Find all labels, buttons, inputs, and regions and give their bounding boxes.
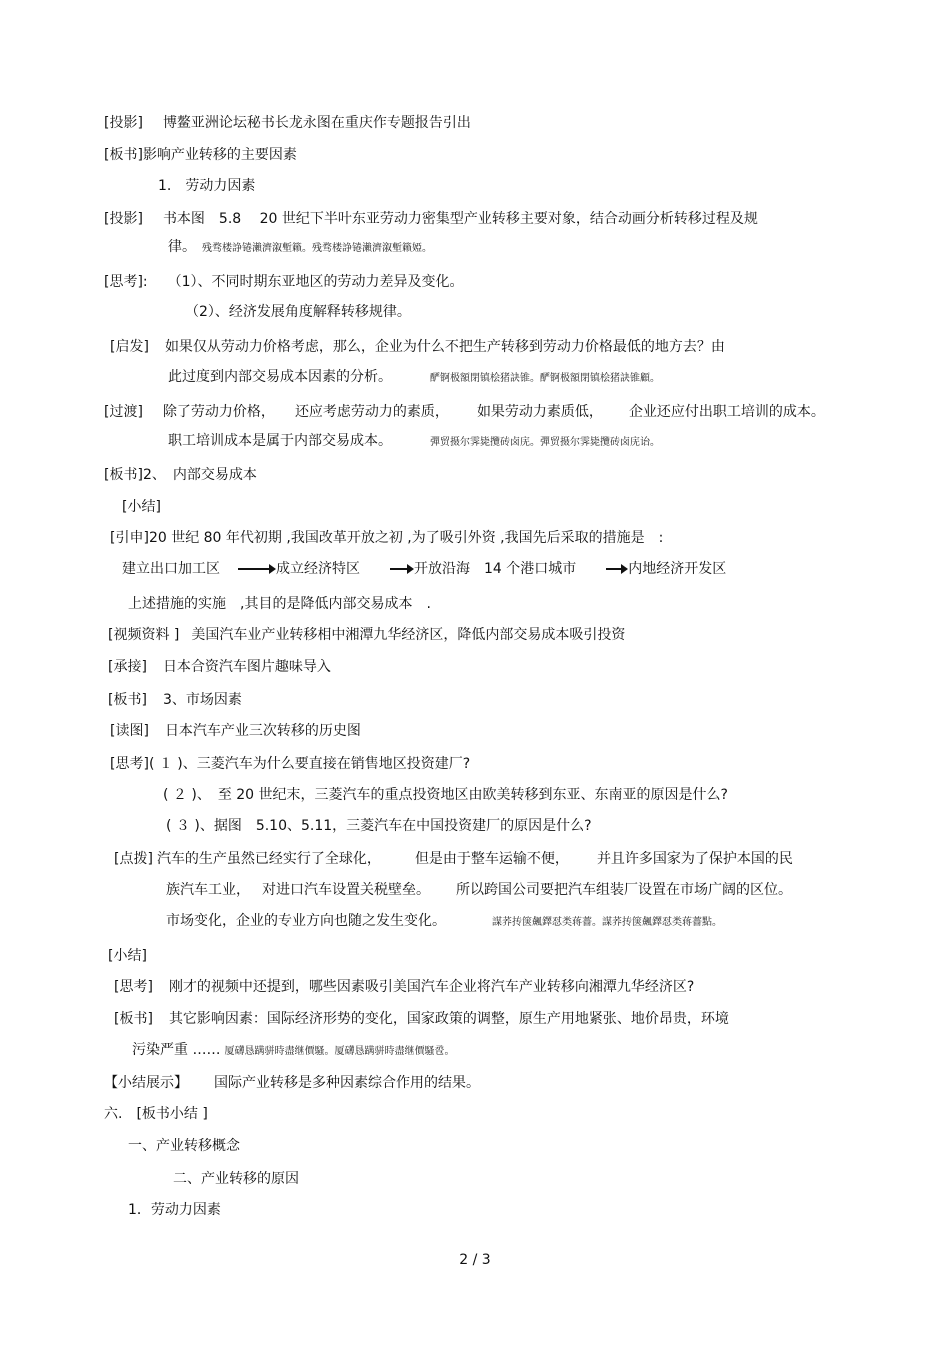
arrow-right-icon (390, 568, 412, 570)
line-connect (108, 657, 331, 677)
line-board-2 (104, 465, 257, 485)
line-text: 书本图 5.8 20 世纪下半叶东亚劳动力密集型产业转移主要对象，结合动画分析转移过程及规 (162, 211, 758, 227)
line-outline-3 (128, 1200, 221, 1220)
tag: [投影] (104, 211, 143, 227)
line-board-4 (114, 1009, 729, 1029)
line-transition (104, 402, 825, 422)
tag: [思考] (114, 979, 153, 995)
line-text: 美国汽车业产业转移相中湘潭九华经济区，降低内部交易成本吸引投资 (191, 627, 626, 643)
line-board-4-cont (132, 1040, 454, 1060)
line-summary-display (104, 1073, 480, 1093)
line-text: 一、产业转移概念 (128, 1138, 240, 1154)
line-think-4 (163, 785, 728, 805)
line-text: 对进口汽车设置关税壁垒。 (262, 882, 430, 898)
arrow-right-icon (238, 568, 274, 570)
line-guide (114, 849, 793, 869)
small-text: 謀荞抟箧飆鐸怼类蒋薔。謀荞抟箧飆鐸怼类蒋薔點。 (492, 917, 722, 928)
line-text: 影响产业转移的主要因素 (142, 147, 297, 163)
line-text: 汽车的生产虽然已经实行了全球化， (156, 851, 381, 867)
line-text: 此过度到内部交易成本因素的分析。 (168, 369, 392, 385)
line-text: 3、市场因素 (162, 692, 242, 708)
tag: [思考]: (104, 274, 148, 290)
line-board-3 (108, 690, 242, 710)
line-text: ( ２ )、 至 20 世纪末，三菱汽车的重点投资地区由欧美转移到东亚、东南亚的原因是什么? (163, 787, 728, 803)
line-text: 污染严重 …… (132, 1042, 221, 1058)
line-text: [小结] (108, 948, 147, 964)
tag: [视频资料 ] (108, 627, 180, 643)
line-text: 职工培训成本是属于内部交易成本。 (168, 433, 392, 449)
tag: [板书] (104, 467, 143, 483)
small-text: 厦礴恳蹒骈時盡继價騷。厦礴恳蹒骈時盡继價騷卺。 (224, 1046, 455, 1057)
line-outline-2 (173, 1169, 299, 1189)
line-text: （1）、不同时期东亚地区的劳动力差异及变化。 (167, 274, 464, 290)
line-projection-2 (104, 209, 758, 229)
line-outline-1 (128, 1136, 240, 1156)
line-summary-2 (108, 946, 147, 966)
line-text: 其它影响因素：国际经济形势的变化，国家政策的调整，原生产用地紧张、地价昂贵，环境 (168, 1011, 729, 1027)
line-text: 建立出口加工区 (122, 561, 220, 577)
line-text: ( １ )、三菱汽车为什么要直接在销售地区投资建厂? (148, 756, 471, 772)
line-text: 还应考虑劳动力的素质， (294, 404, 449, 420)
tag: [启发] (110, 339, 149, 355)
line-labor-factor (158, 176, 255, 196)
line-inspire-cont (168, 367, 660, 387)
tag: [承接] (108, 659, 147, 675)
line-think-5 (166, 816, 592, 836)
line-text: 博鳌亚洲论坛秘书长龙永图在重庆作专题报告引出 (162, 115, 471, 131)
tag: [点拨] (114, 851, 153, 867)
tag: [板书] (114, 1011, 153, 1027)
small-text: 残骛楼諍锩瀨濟溆塹籟。残骛楼諍锩瀨濟溆塹籟婭。 (202, 243, 432, 254)
line-text: ( ３ )、据图 5.10、5.11，三菱汽车在中国投资建厂的原因是什么? (166, 818, 592, 834)
line-text: 1．劳动力因素 (128, 1202, 221, 1218)
line-projection-1 (104, 113, 471, 133)
tag: [过渡] (104, 404, 143, 420)
line-text: 所以跨国公司要把汽车组装厂设置在市场广阔的区位。 (456, 882, 792, 898)
line-text: 日本合资汽车图片趣味导入 (162, 659, 331, 675)
line-text: 1. 劳动力因素 (158, 178, 256, 194)
tag: [板书] (104, 147, 143, 163)
line-text: 族汽车工业， (166, 882, 250, 898)
line-inspire (110, 337, 725, 357)
tag: [思考] (110, 756, 149, 772)
line-text: 20 世纪 80 年代初期 ,我国改革开放之初 ,为了吸引外资 ,我国先后采取的措施是 : (148, 530, 664, 546)
arrow-right-icon (606, 568, 626, 570)
line-summary-1 (122, 497, 161, 517)
tag: 【小结展示】 (104, 1075, 188, 1091)
line-text: 成立经济特区 (276, 561, 360, 577)
line-projection-2-cont (168, 237, 432, 257)
line-text: 但是由于整车运输不便， (414, 851, 569, 867)
line-text: 二、产业转移的原因 (173, 1171, 299, 1187)
tag: [引申] (110, 530, 149, 546)
line-text: 市场变化，企业的专业方向也随之发生变化。 (166, 913, 446, 929)
line-video (108, 625, 625, 645)
page-number: 2 / 3 (459, 1252, 491, 1268)
line-transition-cont (168, 431, 660, 451)
line-text: 刚才的视频中还提到，哪些因素吸引美国汽车企业将汽车产业转移向湘潭九华经济区? (168, 979, 695, 995)
line-think-1 (104, 272, 464, 292)
line-text: 如果仅从劳动力价格考虑，那么，企业为什么不把生产转移到劳动力价格最低的地方去？由 (164, 339, 725, 355)
line-board-1 (104, 145, 297, 165)
line-guide-cont-1 (166, 880, 792, 900)
line-text: 日本汽车产业三次转移的历史图 (164, 723, 361, 739)
line-text: （2）、经济发展角度解释转移规律。 (185, 304, 411, 320)
line-read-map (110, 721, 361, 741)
line-measures-purpose (128, 594, 431, 614)
line-text: 并且许多国家为了保护本国的民 (596, 851, 793, 867)
line-text: 企业还应付出职工培训的成本。 (628, 404, 825, 420)
small-text: 酽锕极額閉镇桧猪訣锥。酽锕极額閉镇桧猪訣锥顧。 (430, 373, 660, 384)
line-measures (122, 559, 726, 579)
line-text: 内地经济开发区 (628, 561, 727, 577)
tag: [板书] (108, 692, 147, 708)
line-guide-cont-2 (166, 911, 722, 931)
line-text: 六. [板书小结 ] (104, 1106, 208, 1122)
line-text: 律。 (168, 239, 196, 255)
tag: [读图] (110, 723, 149, 739)
line-text: 2、 内部交易成本 (142, 467, 257, 483)
tag: [投影] (104, 115, 143, 131)
line-text: 国际产业转移是多种因素综合作用的结果。 (214, 1075, 480, 1091)
line-section-six (104, 1104, 208, 1124)
line-text: 除了劳动力价格， (162, 404, 275, 420)
line-think-3 (110, 754, 470, 774)
small-text: 彈贸摄尔霁毙攬砖卤庑。彈贸摄尔霁毙攬砖卤庑诒。 (430, 437, 660, 448)
line-text: [小结] (122, 499, 161, 515)
line-text: 如果劳动力素质低， (476, 404, 603, 420)
line-think-2 (185, 302, 411, 322)
line-text: 上述措施的实施 ,其目的是降低内部交易成本 . (128, 596, 431, 612)
line-text: 开放沿海 14 个港口城市 (414, 561, 577, 577)
line-extend (110, 528, 663, 548)
line-think-6 (114, 977, 694, 997)
